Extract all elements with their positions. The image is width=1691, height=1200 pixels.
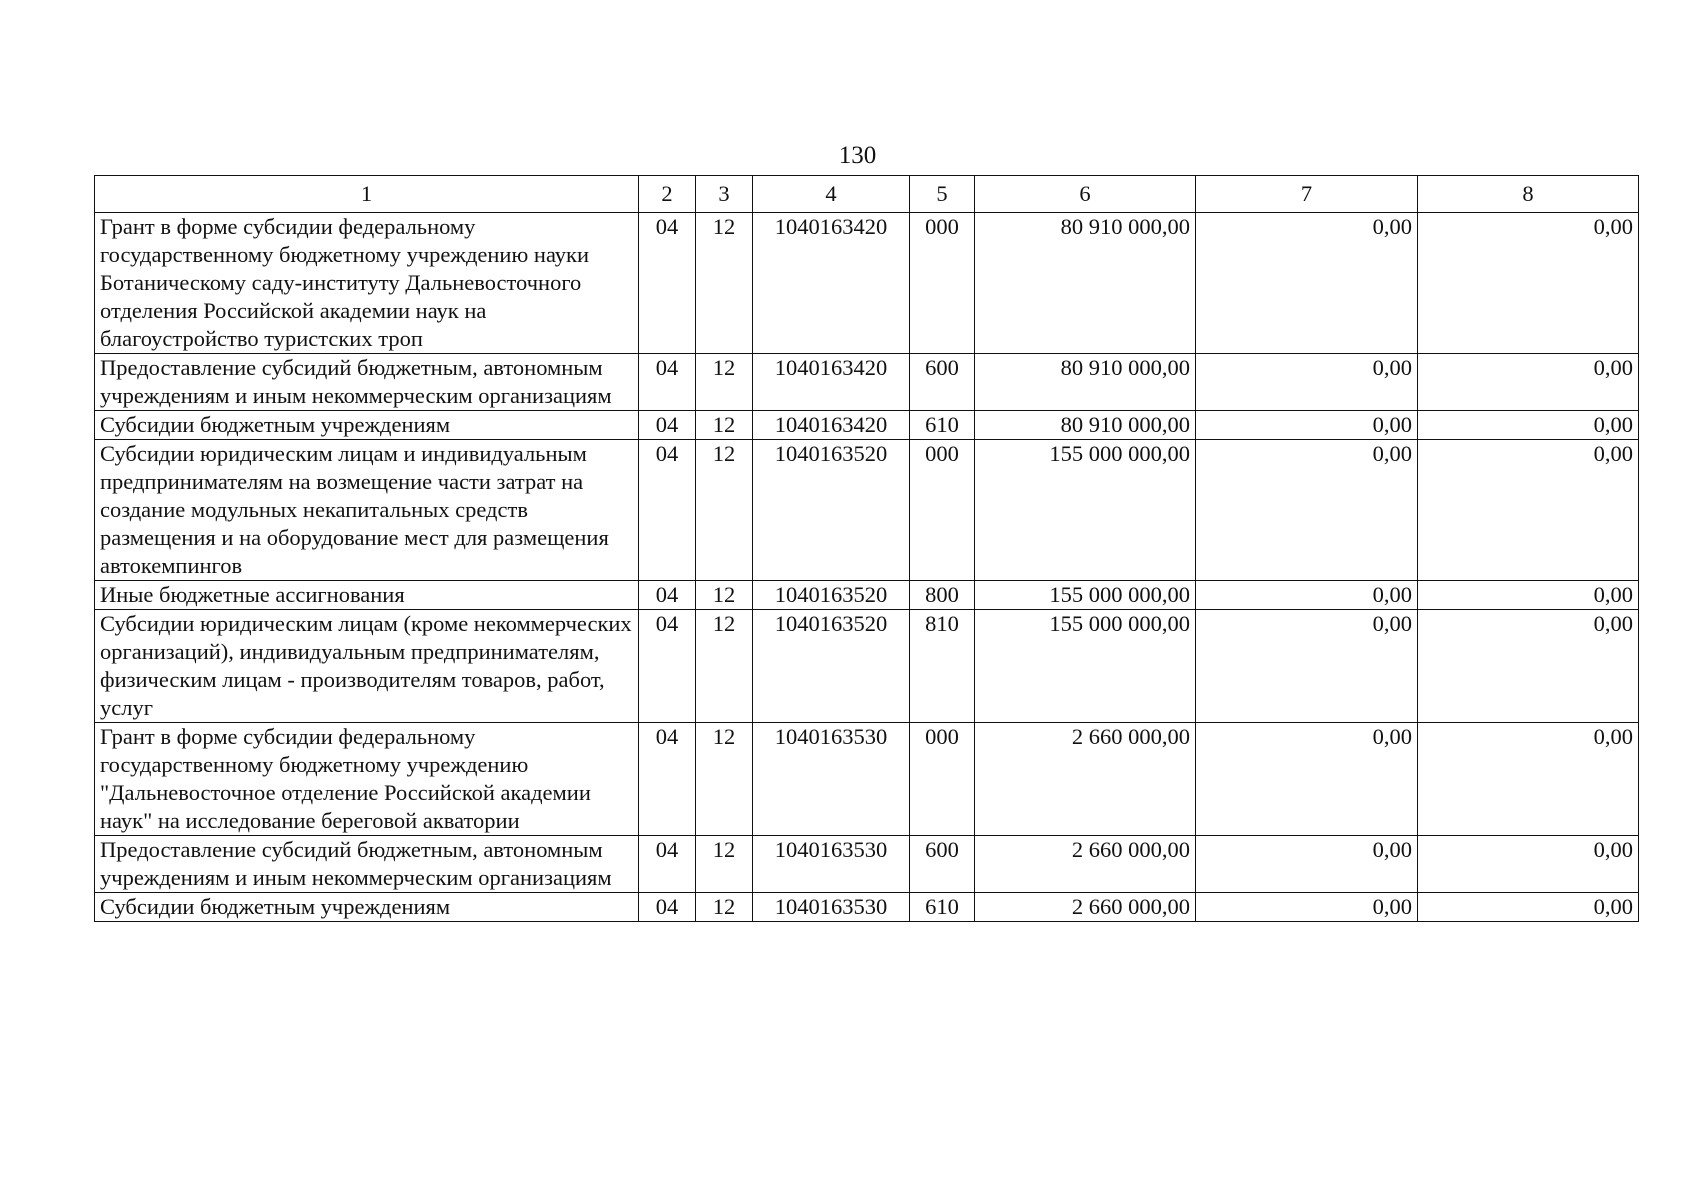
table-header-row [95, 176, 1639, 213]
row-amount-6: 155 000 000,00 [975, 440, 1196, 581]
row-amount-7: 0,00 [1196, 213, 1418, 354]
row-subsection: 12 [696, 354, 753, 411]
row-section: 04 [639, 411, 696, 440]
row-section: 04 [639, 440, 696, 581]
column-header-8: 8 [1418, 176, 1639, 213]
row-subsection: 12 [696, 411, 753, 440]
row-target-article: 1040163520 [753, 440, 910, 581]
row-section: 04 [639, 354, 696, 411]
row-amount-6: 80 910 000,00 [975, 213, 1196, 354]
table-row [95, 411, 1639, 440]
row-expense-type: 610 [910, 411, 975, 440]
row-name: Субсидии юридическим лицам и индивидуальным предпринимателям на возмещение части затрат на создание модульных некапитальных средств размещения и на оборудование мест для размещения автокемпингов [95, 440, 639, 581]
column-header-4: 4 [753, 176, 910, 213]
row-name: Предоставление субсидий бюджетным, автономным учреждениям и иным некоммерческим организациям [95, 836, 639, 893]
row-amount-6: 2 660 000,00 [975, 836, 1196, 893]
row-name: Грант в форме субсидии федеральному государственному бюджетному учреждению "Дальневосточное отделение Российской академии наук" на исследование береговой акватории [95, 723, 639, 836]
budget-table [94, 175, 1639, 922]
row-amount-7: 0,00 [1196, 836, 1418, 893]
row-section: 04 [639, 581, 696, 610]
row-section: 04 [639, 723, 696, 836]
column-header-3: 3 [696, 176, 753, 213]
row-name: Предоставление субсидий бюджетным, автономным учреждениям и иным некоммерческим организациям [95, 354, 639, 411]
row-subsection: 12 [696, 440, 753, 581]
row-target-article: 1040163520 [753, 581, 910, 610]
table-row [95, 893, 1639, 922]
row-target-article: 1040163420 [753, 411, 910, 440]
row-expense-type: 000 [910, 723, 975, 836]
table-row [95, 836, 1639, 893]
row-amount-7: 0,00 [1196, 893, 1418, 922]
row-amount-8: 0,00 [1418, 836, 1639, 893]
row-amount-7: 0,00 [1196, 411, 1418, 440]
row-subsection: 12 [696, 723, 753, 836]
column-header-1: 1 [95, 176, 639, 213]
table-row [95, 213, 1639, 354]
row-amount-8: 0,00 [1418, 411, 1639, 440]
row-target-article: 1040163530 [753, 893, 910, 922]
row-amount-8: 0,00 [1418, 893, 1639, 922]
row-section: 04 [639, 836, 696, 893]
row-amount-7: 0,00 [1196, 610, 1418, 723]
page-number: 130 [838, 142, 877, 169]
row-amount-6: 155 000 000,00 [975, 610, 1196, 723]
row-name: Субсидии бюджетным учреждениям [95, 893, 639, 922]
row-amount-8: 0,00 [1418, 440, 1639, 581]
row-name: Иные бюджетные ассигнования [95, 581, 639, 610]
column-header-6: 6 [975, 176, 1196, 213]
row-amount-8: 0,00 [1418, 723, 1639, 836]
row-amount-7: 0,00 [1196, 581, 1418, 610]
row-expense-type: 600 [910, 354, 975, 411]
row-expense-type: 000 [910, 213, 975, 354]
table-row [95, 354, 1639, 411]
table-row [95, 610, 1639, 723]
row-target-article: 1040163420 [753, 213, 910, 354]
row-target-article: 1040163420 [753, 354, 910, 411]
row-amount-6: 2 660 000,00 [975, 893, 1196, 922]
row-amount-8: 0,00 [1418, 610, 1639, 723]
row-amount-7: 0,00 [1196, 354, 1418, 411]
column-header-7: 7 [1196, 176, 1418, 213]
row-amount-8: 0,00 [1418, 354, 1639, 411]
column-header-5: 5 [910, 176, 975, 213]
row-amount-7: 0,00 [1196, 440, 1418, 581]
row-amount-7: 0,00 [1196, 723, 1418, 836]
column-header-2: 2 [639, 176, 696, 213]
row-target-article: 1040163530 [753, 723, 910, 836]
row-expense-type: 800 [910, 581, 975, 610]
row-expense-type: 810 [910, 610, 975, 723]
row-target-article: 1040163530 [753, 836, 910, 893]
row-target-article: 1040163520 [753, 610, 910, 723]
row-subsection: 12 [696, 213, 753, 354]
table-row [95, 440, 1639, 581]
row-subsection: 12 [696, 836, 753, 893]
row-section: 04 [639, 213, 696, 354]
row-name: Субсидии юридическим лицам (кроме некоммерческих организаций), индивидуальным предпринимателям, физическим лицам - производителям товаров, работ, услуг [95, 610, 639, 723]
row-expense-type: 000 [910, 440, 975, 581]
row-amount-6: 80 910 000,00 [975, 411, 1196, 440]
row-section: 04 [639, 610, 696, 723]
row-expense-type: 600 [910, 836, 975, 893]
row-amount-8: 0,00 [1418, 213, 1639, 354]
row-section: 04 [639, 893, 696, 922]
table-row [95, 723, 1639, 836]
row-subsection: 12 [696, 581, 753, 610]
row-amount-6: 80 910 000,00 [975, 354, 1196, 411]
row-amount-6: 155 000 000,00 [975, 581, 1196, 610]
row-expense-type: 610 [910, 893, 975, 922]
row-amount-8: 0,00 [1418, 581, 1639, 610]
row-amount-6: 2 660 000,00 [975, 723, 1196, 836]
row-name: Грант в форме субсидии федеральному государственному бюджетному учреждению науки Ботаническому саду-институту Дальневосточного отделения Российской академии наук на благоустройство туристских троп [95, 213, 639, 354]
table-row [95, 581, 1639, 610]
row-subsection: 12 [696, 893, 753, 922]
row-subsection: 12 [696, 610, 753, 723]
row-name: Субсидии бюджетным учреждениям [95, 411, 639, 440]
